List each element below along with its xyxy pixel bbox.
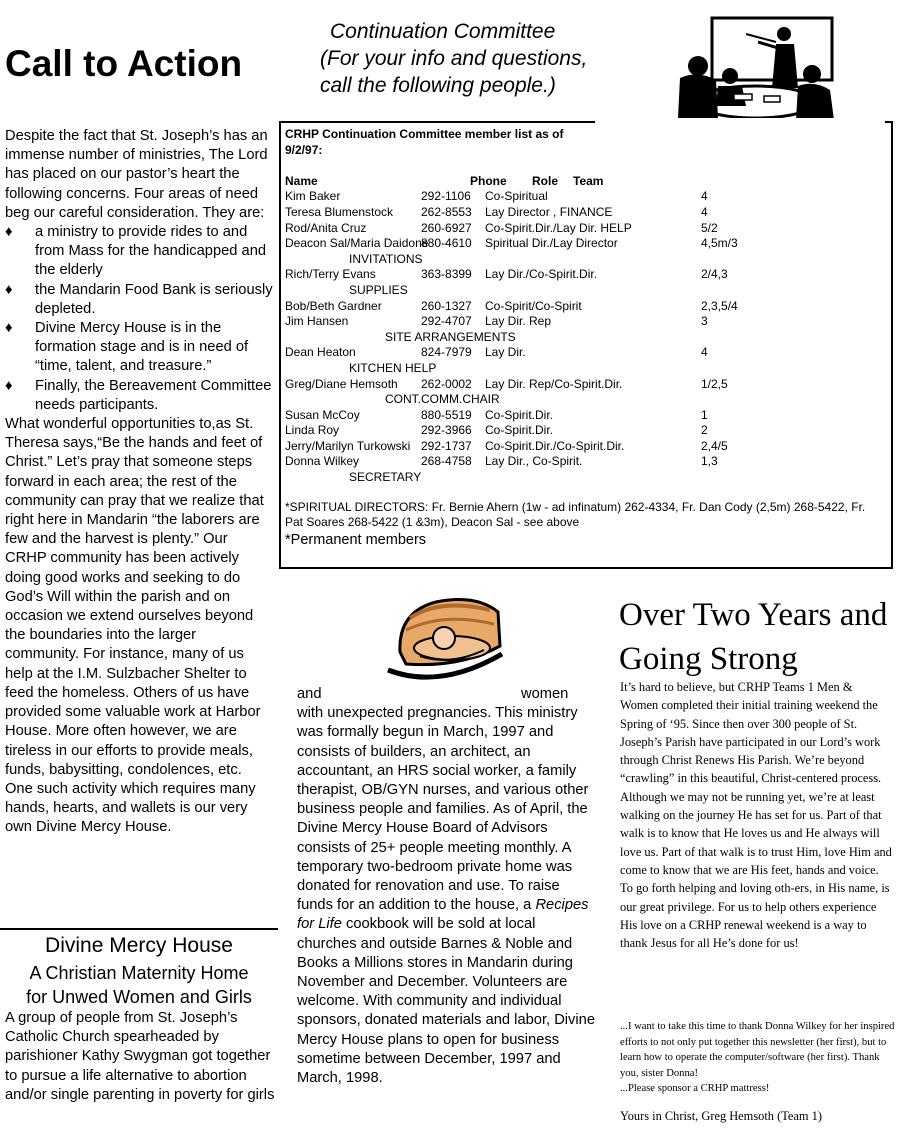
member-role: Co-Spirit.Dir./Co-Spirit.Dir.	[485, 438, 625, 453]
member-role: Lay Dir. Rep	[485, 314, 552, 329]
member-phone: 262-8553	[421, 204, 472, 219]
member-team: 1/2,5	[701, 376, 728, 391]
member-row	[285, 205, 885, 221]
member-team: 4	[701, 345, 708, 360]
member-phone: 880-4610	[421, 236, 472, 251]
member-phone: 292-4707	[421, 314, 472, 329]
diamond-bullet-icon: ♦	[5, 224, 13, 241]
call-to-action-intro	[5, 127, 273, 838]
member-row	[285, 189, 885, 205]
member-row	[285, 221, 885, 237]
box-border-gap	[595, 118, 885, 124]
member-role: Lay Dir.	[485, 345, 526, 360]
member-role: Spiritual Dir./Lay Director	[485, 236, 618, 251]
member-name: Jim Hansen	[285, 314, 349, 329]
member-name: Dean Heaton	[285, 345, 356, 360]
member-row	[285, 377, 885, 393]
committee-heading	[320, 18, 630, 99]
member-team: 4	[701, 204, 708, 219]
column-name: Name	[285, 173, 318, 188]
and-word: and	[297, 686, 322, 702]
member-team: 1,3	[701, 454, 718, 469]
member-row	[285, 267, 885, 283]
member-row	[285, 408, 885, 424]
member-name: Rich/Terry Evans	[285, 267, 376, 282]
member-phone: 260-1327	[421, 298, 472, 313]
member-role: Co-Spirit.Dir.	[485, 423, 554, 438]
column-phone: Phone	[470, 173, 507, 188]
thanks-note: ...I want to take this time to thank Donna Wilkey for her inspired efforts to not only put together this newsletter (her first), but to learn how to operate the computer/software (her first). Thank you, sister Donna!	[620, 1021, 895, 1079]
dmh-continued	[297, 685, 597, 1088]
member-rows	[285, 189, 885, 485]
member-row	[285, 299, 885, 315]
mattress-note: ...Please sponsor a CRHP mattress!	[620, 1083, 770, 1094]
member-team: 3	[701, 314, 708, 329]
intro-paragraph: Despite the fact that St. Joseph’s has an immense number of ministries, The Lord has placed on our pastor’s heart the following concerns. Four areas of need beg our careful consideration. They are:	[5, 128, 268, 221]
dmh-continued-text: with unexpected pregnancies. This ministry was formally begun in March, 1997 and consists of builders, an architect, an accountant, an HRS social worker, a family therapist, OB/GYN nurses, and various other business people and families. As of April, the Divine Mercy House Board of Advisors consists of 25+ people meeting monthly. A temporary two-bedroom private home was donated for renovation and use. To raise funds for an addition to the house, a Recipes for Life cookbook will be sold at local churches and outside Barnes & Noble and Books a Millions stores in Mandarin during November and December. Volunteers are welcome. With community and individual sponsors, donated materials and labor, Divine Mercy House plans to open for business sometime between December, 1997 and March, 1998.	[297, 705, 596, 1087]
list-item: ♦ a ministry to provide rides to and from Mass for the handicapped and the elderly	[5, 224, 267, 279]
category-label: CONT.COMM.CHAIR	[385, 392, 500, 407]
member-role: Co-Spirit.Dir./Lay Dir. HELP	[485, 220, 632, 235]
column-role: Role	[532, 173, 559, 188]
member-name: Linda Roy	[285, 423, 340, 438]
member-role: Lay Dir./Co-Spirit.Dir.	[485, 267, 598, 282]
member-name: Teresa Blumenstock	[285, 204, 394, 219]
member-category-row	[285, 470, 885, 486]
dmh-subtitle: A Christian Maternity Home	[29, 963, 249, 983]
member-name: Susan McCoy	[285, 407, 360, 422]
and-women-line	[297, 685, 597, 704]
meeting-clipart-icon	[672, 14, 840, 126]
member-phone: 292-3966	[421, 423, 472, 438]
member-phone: 292-1106	[421, 189, 471, 204]
member-phone: 880-5519	[421, 407, 472, 422]
member-phone: 260-6927	[421, 220, 472, 235]
category-label: SITE ARRANGEMENTS	[385, 329, 516, 344]
list-item: ♦ Finally, the Bereavement Committee needs participants.	[5, 377, 272, 413]
member-team: 1	[701, 407, 708, 422]
category-label: SECRETARY	[349, 470, 422, 485]
category-label: KITCHEN HELP	[349, 360, 437, 375]
member-name: Donna Wilkey	[285, 454, 360, 469]
category-label: SUPPLIES	[349, 282, 408, 297]
diamond-bullet-icon: ♦	[5, 281, 13, 298]
member-row	[285, 454, 885, 470]
member-role: Co-Spirit/Co-Spirit	[485, 298, 582, 313]
member-row	[285, 439, 885, 455]
member-team: 2,4/5	[701, 438, 728, 453]
committee-heading-line3: call the following people.)	[320, 74, 556, 97]
member-category-row	[285, 330, 885, 346]
section-divider	[0, 928, 278, 930]
member-name: Jerry/Marilyn Turkowski	[285, 438, 411, 453]
member-name: Deacon Sal/Maria Daidone	[285, 236, 429, 251]
member-phone: 268-4758	[421, 454, 472, 469]
member-phone: 292-1737	[421, 438, 472, 453]
list-item: ♦ Divine Mercy House is in the formation stage and is in need of “time, talent, and treasure.”	[5, 320, 249, 375]
member-list-box	[279, 121, 893, 569]
women-word: women	[521, 686, 569, 702]
member-name: Greg/Diane Hemsoth	[285, 376, 398, 391]
member-role: Co-Spiritual	[485, 189, 548, 204]
needs-list	[5, 223, 273, 415]
committee-heading-line2: (For your info and questions,	[320, 47, 588, 70]
member-team: 2	[701, 423, 708, 438]
category-label: INVITATIONS	[349, 251, 423, 266]
baby-cradle-icon	[380, 590, 510, 690]
member-phone: 262-0002	[421, 376, 472, 391]
member-role: Lay Director , FINANCE	[485, 204, 613, 219]
intro-paragraph-continued: What wonderful opportunities to,as St. Theresa says,“Be the hands and feet of Christ.” Let’s pray that someone steps forward in each area; the rest of the community can pray that we realize that right here in Mandarin “the laborers are few and the harvest is plenty.” Our CRHP community has been actively doing good works and seeking to do God’s Will within the parish and on occasion we extend ourselves beyond the boundaries into the larger community. For instance, many of us help at the I.M. Sulzbacher Shelter to feed the homeless. Others of us have provided some valuable work at Harbor House. More often however, we are tireless in our efforts to provide meals, funds, babysitting, condolences, etc. One such activity which requires many hands, hearts, and wallets is our very own Divine Mercy House.	[5, 416, 264, 836]
over-two-years-body: It’s hard to believe, but CRHP Teams 1 Men & Women completed their initial training weekend the Spring of ‘95. Since then over 300 people of St. Joseph’s Parish have participated in our Lord’s work through Christ Renews His Parish. We’re beyond “crawling” in this beautiful, Christ-centered process. Although we may not be running yet, we’re at least walking on the journey He has set for us. Part of that walk is to know that He loves us and He always will love us. Part of that walk is to trust Him, love Him and come to know that we are His feet, hands and voice. To go forth helping and loving oth-ers, in His name, is our great privilege. For us to help others experience His love on a CRHP renewal weekend is a way to thank Jesus for all He’s done for us!	[620, 680, 892, 951]
over-two-years-title: Over Two Years and Going Strong	[619, 597, 888, 677]
dmh-body: A group of people from St. Joseph’s Catholic Church spearheaded by parishioner Kathy Swygman got together to pursue a life alternative to abortion and/or single parenting in poverty for girls	[5, 1010, 275, 1103]
member-role: Lay Dir., Co-Spirit.	[485, 454, 583, 469]
member-category-row	[285, 361, 885, 377]
member-team: 4	[701, 189, 708, 204]
member-team: 2/4,3	[701, 267, 728, 282]
member-team: 4,5m/3	[701, 236, 738, 251]
member-team: 5/2	[701, 220, 718, 235]
member-name: Kim Baker	[285, 189, 341, 204]
signature: Yours in Christ, Greg Hemsoth (Team 1)	[620, 1109, 822, 1123]
member-phone: 824-7979	[421, 345, 472, 360]
member-row	[285, 345, 885, 361]
member-row	[285, 314, 885, 330]
member-name: Rod/Anita Cruz	[285, 220, 367, 235]
column-team: Team	[573, 173, 604, 188]
member-name: Bob/Beth Gardner	[285, 298, 382, 313]
spiritual-directors-note: *SPIRITUAL DIRECTORS: Fr. Bernie Ahern (1w - ad infinatum) 262-4334, Fr. Dan Cody (2,5m) 268-5422, Fr. Pat Soares 268-5422 (1 &3m), Deacon Sal - see above	[285, 499, 866, 530]
member-list-columns	[285, 174, 885, 190]
member-phone: 363-8399	[421, 267, 472, 282]
committee-heading-line1: Continuation Committee	[330, 20, 556, 43]
dmh-title: Divine Mercy House	[45, 934, 233, 957]
member-list	[285, 127, 885, 549]
list-item: ♦ the Mandarin Food Bank is seriously depleted.	[5, 281, 273, 317]
member-row	[285, 423, 885, 439]
diamond-bullet-icon: ♦	[5, 320, 13, 337]
member-category-row	[285, 252, 885, 268]
page-title: Call to Action	[5, 43, 243, 84]
member-role: Lay Dir. Rep/Co-Spirit.Dir.	[485, 376, 623, 391]
member-category-row	[285, 392, 885, 408]
member-role: Co-Spirit.Dir.	[485, 407, 554, 422]
member-list-heading: CRHP Continuation Committee member list as of 9/2/97:	[285, 127, 564, 157]
cookbook-title: Recipes for Life	[297, 897, 589, 933]
member-row	[285, 236, 885, 252]
diamond-bullet-icon: ♦	[5, 377, 13, 394]
member-team: 2,3,5/4	[701, 298, 738, 313]
permanent-members-note: *Permanent members	[285, 531, 427, 548]
dmh-subtitle-2: for Unwed Women and Girls	[26, 987, 252, 1007]
member-category-row	[285, 283, 885, 299]
over-two-years-notes	[620, 1019, 895, 1097]
